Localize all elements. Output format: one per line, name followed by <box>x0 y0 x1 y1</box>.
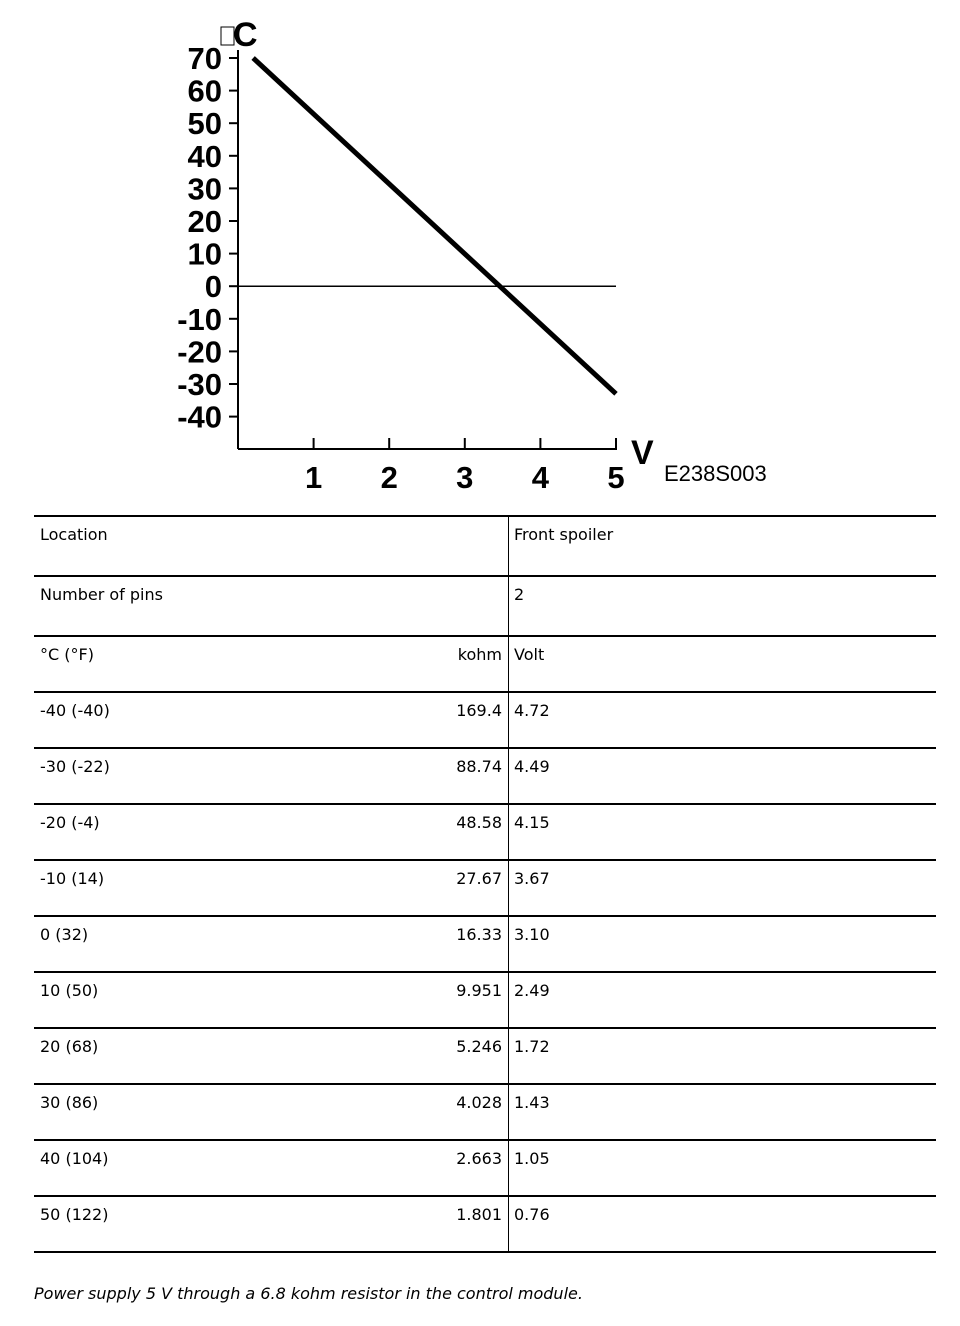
voltage-cell: 1.43 <box>514 1093 550 1112</box>
table-row <box>34 748 936 804</box>
table-row <box>34 1140 936 1196</box>
pins-row <box>34 576 936 636</box>
temp-cell: 50 (122) <box>40 1205 109 1224</box>
y-tick-label: -30 <box>177 367 222 402</box>
figure-code: E238S003 <box>664 461 767 486</box>
y-tick-label: 20 <box>187 204 222 239</box>
temp-cell: -30 (-22) <box>40 757 110 776</box>
y-tick-label: -40 <box>177 399 222 435</box>
table-row <box>34 692 936 748</box>
resistance-cell: 9.951 <box>456 981 502 1000</box>
y-tick-label: 10 <box>187 236 222 272</box>
x-tick-label: 2 <box>380 460 398 495</box>
table-row <box>34 1084 936 1140</box>
resistance-header: kohm <box>457 645 502 664</box>
table-row <box>34 1028 936 1084</box>
table-row <box>34 916 936 972</box>
y-axis-unit-label: C <box>233 16 258 54</box>
resistance-cell: 4.028 <box>456 1093 502 1112</box>
temp-cell: 30 (86) <box>40 1093 99 1112</box>
y-tick-label: -10 <box>177 301 222 337</box>
voltage-header: Volt <box>514 645 545 664</box>
resistance-cell: 27.67 <box>456 869 502 888</box>
temp-cell: 10 (50) <box>40 981 99 1000</box>
pins-label: Number of pins <box>40 585 163 604</box>
temp-cell: 0 (32) <box>40 925 89 944</box>
location-value: Front spoiler <box>514 525 614 544</box>
resistance-cell: 169.4 <box>456 701 502 720</box>
voltage-cell: 4.49 <box>514 757 550 776</box>
y-tick-label: -20 <box>177 334 222 370</box>
voltage-cell: 3.67 <box>514 869 550 888</box>
x-tick-label: 4 <box>531 460 550 495</box>
pins-value: 2 <box>514 585 525 604</box>
chart-svg <box>0 0 960 505</box>
table-row <box>34 860 936 916</box>
x-axis-unit-label: V <box>631 434 654 472</box>
resistance-cell: 48.58 <box>456 813 502 832</box>
header-row <box>34 636 936 692</box>
resistance-cell: 16.33 <box>456 925 502 944</box>
voltage-cell: 4.15 <box>514 813 550 832</box>
voltage-cell: 3.10 <box>514 925 550 944</box>
resistance-cell: 1.801 <box>456 1205 502 1224</box>
y-tick-label: 60 <box>187 73 222 109</box>
footnote: Power supply 5 V through a 6.8 kohm resistor in the control module. <box>34 1284 583 1303</box>
resistance-cell: 2.663 <box>456 1149 502 1168</box>
y-tick-label: 50 <box>187 106 222 142</box>
temperature-voltage-line <box>253 58 616 394</box>
sensor-spec-table <box>34 515 936 1253</box>
voltage-cell: 0.76 <box>514 1205 550 1224</box>
x-tick-label: 3 <box>456 460 474 495</box>
x-tick-label: 1 <box>304 460 323 495</box>
temp-cell: 40 (104) <box>40 1149 109 1168</box>
x-tick-label: 5 <box>607 460 625 495</box>
resistance-cell: 88.74 <box>456 757 502 776</box>
voltage-cell: 1.72 <box>514 1037 550 1056</box>
table-row <box>34 1196 936 1252</box>
location-label: Location <box>40 525 108 544</box>
y-tick-label: 0 <box>204 269 222 305</box>
temperature-voltage-chart <box>0 0 960 505</box>
voltage-cell: 1.05 <box>514 1149 550 1168</box>
y-tick-label: 70 <box>187 41 222 76</box>
y-tick-label: 30 <box>187 171 222 207</box>
temp-cell: -10 (14) <box>40 869 105 888</box>
resistance-cell: 5.246 <box>456 1037 502 1056</box>
temp-cell: -20 (-4) <box>40 813 100 832</box>
y-tick-label: 40 <box>187 138 222 174</box>
table-row <box>34 972 936 1028</box>
voltage-cell: 2.49 <box>514 981 550 1000</box>
location-row <box>34 516 936 576</box>
temp-cell: -40 (-40) <box>40 701 110 720</box>
table-row <box>34 804 936 860</box>
voltage-cell: 4.72 <box>514 701 550 720</box>
temp-cell: 20 (68) <box>40 1037 99 1056</box>
temp-header: °C (°F) <box>40 645 94 664</box>
